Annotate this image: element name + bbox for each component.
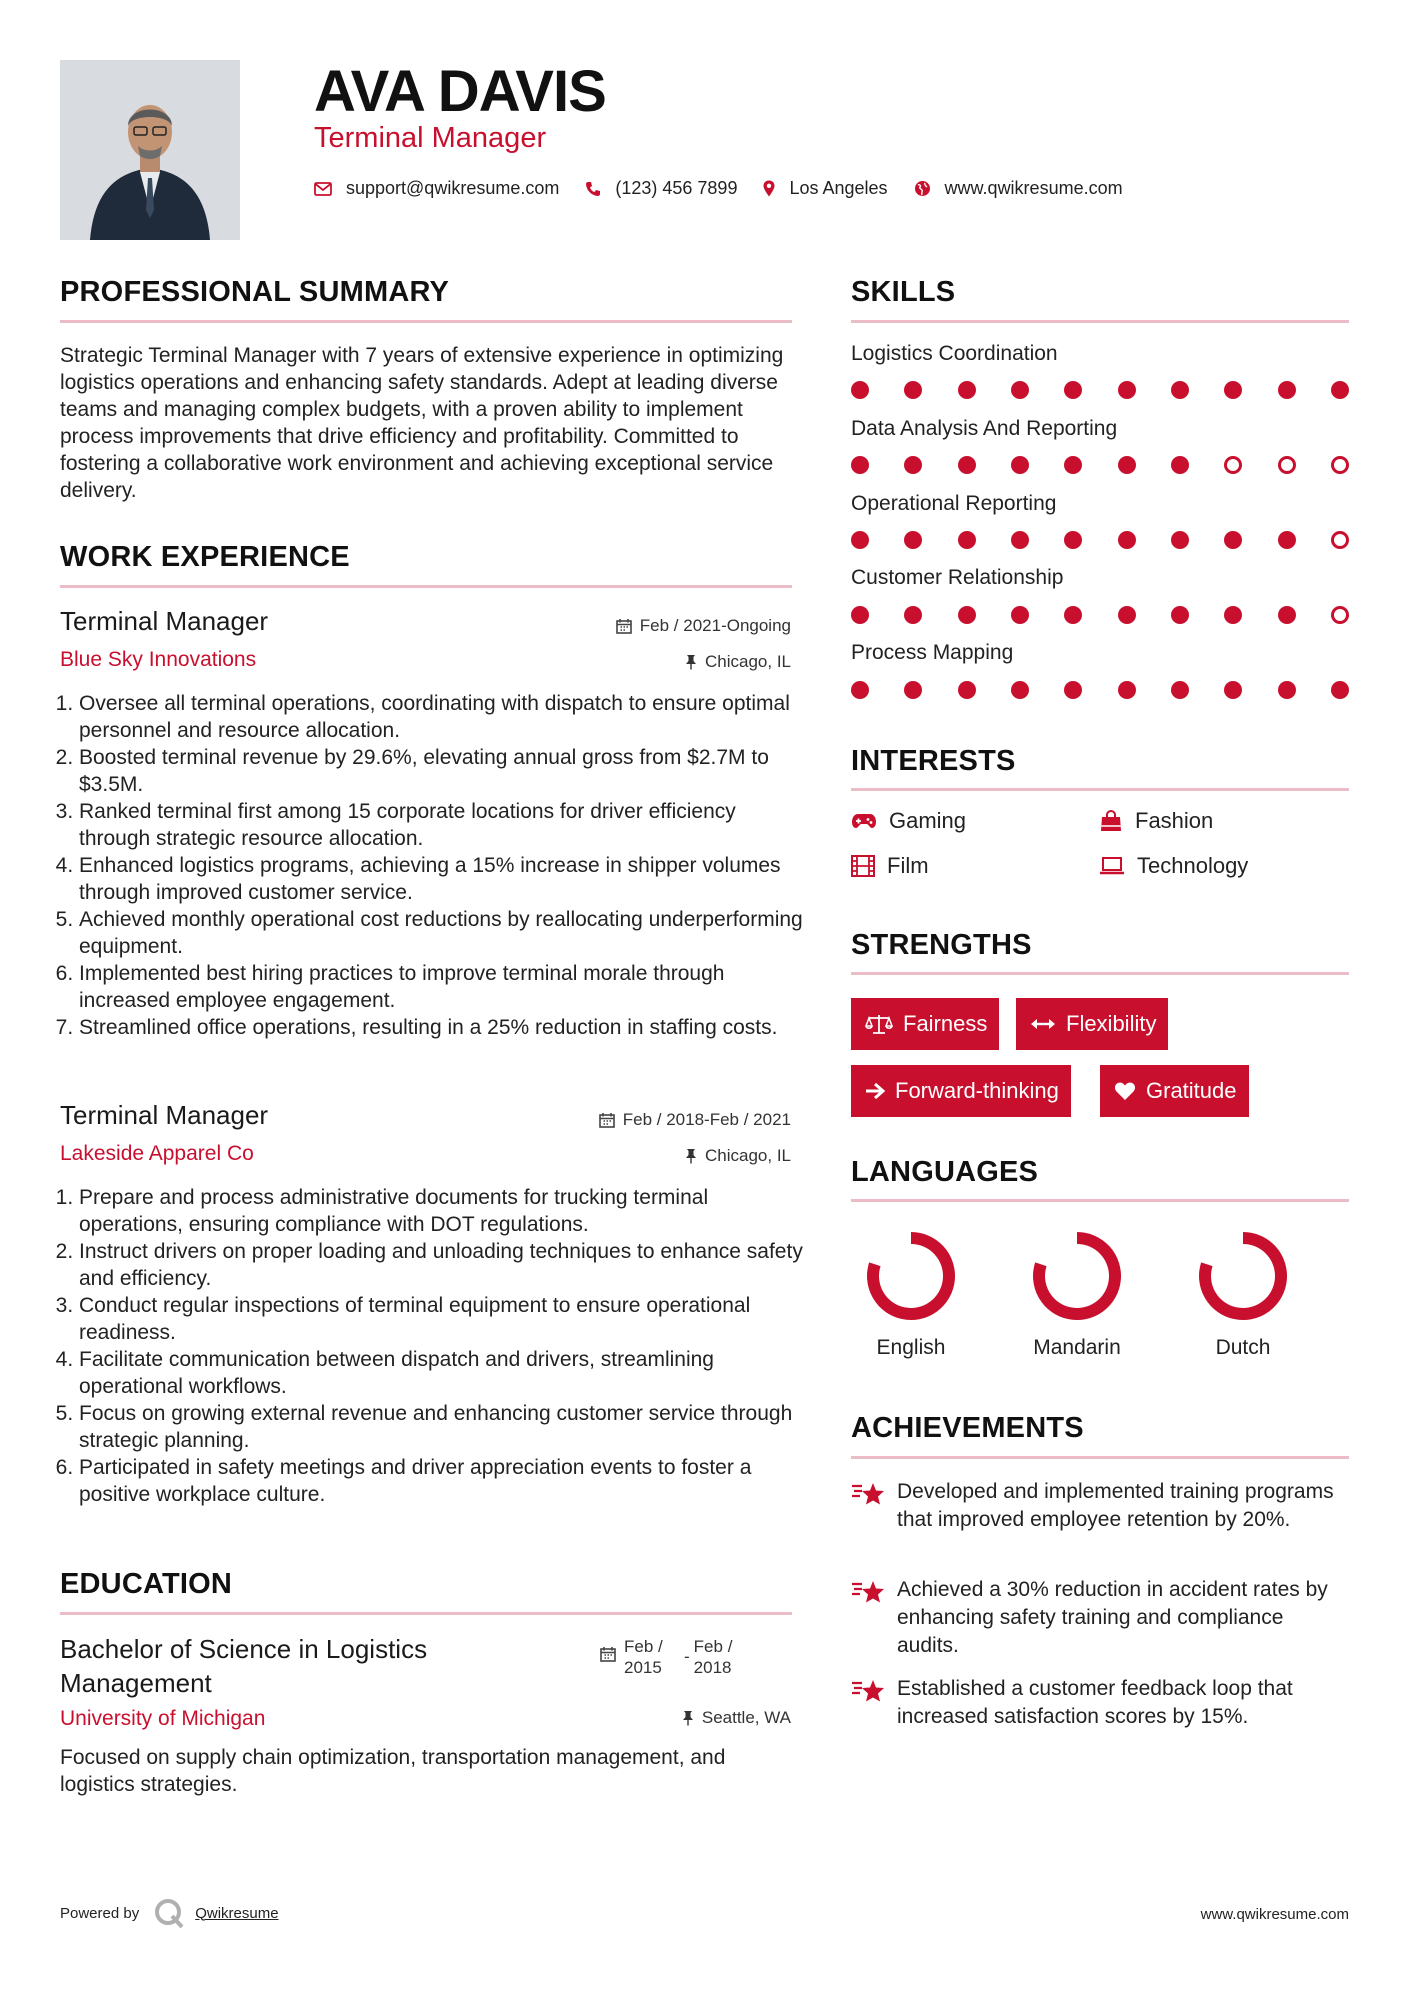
rating-dot-filled xyxy=(851,606,869,624)
rating-dot-filled xyxy=(1331,681,1349,699)
rating-dot-filled xyxy=(1011,681,1029,699)
skills-divider xyxy=(851,320,1349,323)
interest-technology xyxy=(1099,853,1248,879)
rating-dot-filled xyxy=(1278,606,1296,624)
calendar-icon xyxy=(599,1112,615,1128)
list-item: 1. Prepare and process administrative documents for trucking terminal operations, ensuring compliance with DOT regulations. xyxy=(79,1184,811,1238)
rating-dot-filled xyxy=(904,531,922,549)
rating-dot-filled xyxy=(958,681,976,699)
rating-dot-filled xyxy=(1064,381,1082,399)
strength-forward-thinking xyxy=(851,1065,1071,1117)
interests-divider xyxy=(851,788,1349,791)
achievement-1-text: Developed and implemented training programs that improved employee retention by 20%. xyxy=(897,1480,1334,1531)
qwikresume-logo-icon xyxy=(153,1897,185,1929)
languages-divider xyxy=(851,1199,1349,1202)
rating-dot-filled xyxy=(851,456,869,474)
achievements-divider xyxy=(851,1456,1349,1459)
list-item: 2. Boosted terminal revenue by 29.6%, elevating annual gross from $2.7M to $3.5M. xyxy=(79,744,811,798)
strength-forward-thinking-label: Forward-thinking xyxy=(895,1078,1059,1103)
job-1-dates xyxy=(616,616,791,636)
interest-film xyxy=(851,853,929,879)
rating-dot-filled xyxy=(1064,681,1082,699)
rating-dot-filled xyxy=(1011,456,1029,474)
rating-dot-filled xyxy=(904,456,922,474)
education-description: Focused on supply chain optimization, transportation management, and logistics strategies. xyxy=(60,1746,726,1796)
person-photo-icon xyxy=(60,60,240,240)
list-item: 2. Instruct drivers on proper loading and unloading techniques to enhance safety and efficiency. xyxy=(79,1238,811,1292)
rating-dot-filled xyxy=(1064,606,1082,624)
strengths-divider xyxy=(851,972,1349,975)
date-separator: - xyxy=(684,1647,690,1666)
footer-website[interactable]: www.qwikresume.com xyxy=(1200,1906,1349,1923)
list-item: 4. Facilitate communication between dispatch and drivers, streamlining operational workflows. xyxy=(79,1346,811,1400)
language-mandarin-arc xyxy=(1039,1238,1115,1314)
skill-1-name: Logistics Coordination xyxy=(851,342,1058,365)
heart-icon xyxy=(1114,1081,1136,1101)
summary-text: Strategic Terminal Manager with 7 years of extensive experience in optimizing logistics operations and enhancing safety standards. Adept at leading diverse teams and managing complex budgets, with a proven ability to implement process improvements that drive efficiency and profitability. Committed to fostering a collaborative work environment and achieving exceptional service delivery. xyxy=(60,344,784,502)
contact-phone[interactable] xyxy=(585,178,737,199)
pushpin-icon xyxy=(685,654,697,670)
interest-fashion xyxy=(1099,808,1213,834)
job-1-role: Terminal Manager xyxy=(60,606,269,636)
rating-dot-filled xyxy=(1118,681,1136,699)
interests-heading: INTERESTS xyxy=(851,745,1016,777)
arrows-horizontal-icon xyxy=(1030,1017,1056,1031)
rating-dot-filled xyxy=(1011,531,1029,549)
skill-3-name: Operational Reporting xyxy=(851,492,1057,515)
rating-dot-filled xyxy=(1118,606,1136,624)
interest-gaming xyxy=(851,808,966,834)
list-item: 7. Streamlined office operations, resulting in a 25% reduction in staffing costs. xyxy=(79,1014,811,1041)
pushpin-icon xyxy=(682,1710,694,1726)
education-dates xyxy=(600,1636,748,1678)
envelope-icon xyxy=(314,182,332,196)
rating-dot-filled xyxy=(1118,381,1136,399)
rating-dot-filled xyxy=(1278,381,1296,399)
rating-dot-filled xyxy=(958,381,976,399)
language-english xyxy=(846,1226,976,1360)
job-2-dates xyxy=(599,1110,791,1130)
candidate-name: AVA DAVIS xyxy=(314,59,606,124)
strengths-heading: STRENGTHS xyxy=(851,929,1032,961)
rating-dot-empty xyxy=(1224,456,1242,474)
language-mandarin-label: Mandarin xyxy=(1033,1336,1121,1359)
summary-divider xyxy=(60,320,792,323)
list-item: 1. Oversee all terminal operations, coordinating with dispatch to ensure optimal personnel and resource allocation. xyxy=(79,690,811,744)
rating-dot-filled xyxy=(904,681,922,699)
calendar-icon xyxy=(616,618,632,634)
job-2-bullets xyxy=(60,1184,811,1508)
skill-4-rating xyxy=(851,605,1349,625)
strength-flexibility-label: Flexibility xyxy=(1066,1011,1157,1036)
rating-dot-filled xyxy=(851,681,869,699)
experience-divider xyxy=(60,585,792,588)
skill-4-name: Customer Relationship xyxy=(851,566,1064,589)
rating-dot-filled xyxy=(1224,606,1242,624)
rating-dot-filled xyxy=(1064,456,1082,474)
rating-dot-filled xyxy=(1171,681,1189,699)
strength-fairness xyxy=(851,998,999,1050)
skill-5-name: Process Mapping xyxy=(851,641,1014,664)
candidate-title: Terminal Manager xyxy=(314,122,547,154)
calendar-icon xyxy=(600,1646,616,1662)
skill-1-rating xyxy=(851,380,1349,400)
rating-dot-filled xyxy=(1224,681,1242,699)
list-item: 5. Achieved monthly operational cost reductions by reallocating underperforming equipment. xyxy=(79,906,811,960)
language-mandarin xyxy=(1012,1226,1142,1360)
rating-dot-filled xyxy=(1118,456,1136,474)
strength-fairness-label: Fairness xyxy=(903,1011,988,1036)
skill-3-rating xyxy=(851,530,1349,550)
interest-gaming-label: Gaming xyxy=(889,808,967,833)
rating-dot-filled xyxy=(1331,381,1349,399)
rating-dot-filled xyxy=(1171,381,1189,399)
achievement-2-text: Achieved a 30% reduction in accident rates by enhancing safety training and compliance audits. xyxy=(897,1578,1328,1657)
gamepad-icon xyxy=(851,813,877,829)
rating-dot-filled xyxy=(1278,681,1296,699)
education-start: Feb / 2015 xyxy=(624,1637,663,1677)
rating-dot-filled xyxy=(1118,531,1136,549)
education-degree: Bachelor of Science in Logistics Management xyxy=(60,1634,428,1698)
shooting-star-icon xyxy=(851,1480,885,1508)
skill-2-name: Data Analysis And Reporting xyxy=(851,417,1118,440)
globe-icon xyxy=(914,180,931,197)
rating-dot-filled xyxy=(1171,531,1189,549)
rating-dot-filled xyxy=(1171,456,1189,474)
location-text: Los Angeles xyxy=(789,178,888,198)
list-item: 4. Enhanced logistics programs, achieving a 15% increase in shipper volumes through improved customer service. xyxy=(79,852,811,906)
languages-heading: LANGUAGES xyxy=(851,1156,1039,1188)
film-icon xyxy=(851,855,875,877)
language-english-label: English xyxy=(876,1336,946,1359)
contact-email[interactable] xyxy=(314,178,559,199)
language-dutch-gauge xyxy=(1193,1226,1293,1326)
list-item: 3. Ranked terminal first among 15 corporate locations for driver efficiency through strategic resource allocation. xyxy=(79,798,811,852)
achievement-3 xyxy=(851,1675,1351,1731)
list-item: 6. Participated in safety meetings and driver appreciation events to foster a positive workplace culture. xyxy=(79,1454,811,1508)
job-2-location xyxy=(685,1146,791,1166)
language-dutch-arc xyxy=(1205,1238,1281,1314)
job-1-location-text: Chicago, IL xyxy=(705,652,791,671)
education-end: Feb / 2018 xyxy=(693,1637,733,1677)
achievement-3-text: Established a customer feedback loop that increased satisfaction scores by 15%. xyxy=(897,1677,1293,1728)
shopping-bag-icon xyxy=(1099,810,1123,832)
education-location-text: Seattle, WA xyxy=(701,1708,791,1727)
rating-dot-filled xyxy=(1011,606,1029,624)
skills-heading: SKILLS xyxy=(851,276,956,308)
rating-dot-empty xyxy=(1331,456,1349,474)
arrow-right-icon xyxy=(865,1082,885,1100)
rating-dot-empty xyxy=(1331,531,1349,549)
education-school: University of Michigan xyxy=(60,1707,266,1730)
rating-dot-filled xyxy=(1224,531,1242,549)
summary-heading: PROFESSIONAL SUMMARY xyxy=(60,276,450,308)
rating-dot-filled xyxy=(958,456,976,474)
rating-dot-filled xyxy=(1171,606,1189,624)
job-1-location xyxy=(685,652,791,672)
education-location xyxy=(682,1708,791,1728)
interest-film-label: Film xyxy=(887,853,929,878)
rating-dot-filled xyxy=(851,381,869,399)
language-dutch-label: Dutch xyxy=(1215,1336,1271,1359)
skill-2-rating xyxy=(851,455,1349,475)
language-mandarin-gauge xyxy=(1027,1226,1127,1326)
rating-dot-filled xyxy=(1011,381,1029,399)
job-2-role: Terminal Manager xyxy=(60,1100,269,1130)
job-2-dates-text: Feb / 2018-Feb / 2021 xyxy=(622,1110,791,1129)
website-text: www.qwikresume.com xyxy=(944,178,1123,198)
language-dutch xyxy=(1178,1226,1308,1360)
job-1-dates-text: Feb / 2021-Ongoing xyxy=(639,616,791,635)
footer-powered-by xyxy=(60,1897,279,1929)
language-english-gauge xyxy=(861,1226,961,1326)
email-text: support@qwikresume.com xyxy=(346,178,560,198)
strength-gratitude-label: Gratitude xyxy=(1146,1078,1237,1103)
interest-technology-label: Technology xyxy=(1137,853,1249,878)
experience-heading: WORK EXPERIENCE xyxy=(60,541,350,573)
rating-dot-filled xyxy=(1278,531,1296,549)
list-item: 3. Conduct regular inspections of terminal equipment to ensure operational readiness. xyxy=(79,1292,811,1346)
rating-dot-filled xyxy=(1064,531,1082,549)
skill-5-rating xyxy=(851,680,1349,700)
pushpin-icon xyxy=(685,1148,697,1164)
job-2-location-text: Chicago, IL xyxy=(705,1146,791,1165)
strength-flexibility xyxy=(1016,998,1168,1050)
list-item: 5. Focus on growing external revenue and enhancing customer service through strategic planning. xyxy=(79,1400,811,1454)
profile-photo xyxy=(60,60,240,240)
rating-dot-filled xyxy=(958,606,976,624)
laptop-icon xyxy=(1099,856,1125,876)
language-english-arc xyxy=(873,1238,949,1314)
rating-dot-empty xyxy=(1278,456,1296,474)
strength-gratitude xyxy=(1100,1065,1249,1117)
powered-by-text: Powered by xyxy=(60,1904,140,1922)
contact-row xyxy=(314,178,1149,199)
shooting-star-icon xyxy=(851,1677,885,1705)
rating-dot-filled xyxy=(904,606,922,624)
education-heading: EDUCATION xyxy=(60,1568,233,1600)
phone-icon xyxy=(585,181,601,197)
balance-scale-icon xyxy=(865,1013,893,1035)
rating-dot-empty xyxy=(1331,606,1349,624)
shooting-star-icon xyxy=(851,1578,885,1606)
education-divider xyxy=(60,1612,792,1615)
job-1-company: Blue Sky Innovations xyxy=(60,648,257,671)
achievement-1 xyxy=(851,1478,1351,1534)
job-1-bullets xyxy=(60,690,811,1041)
job-2-company: Lakeside Apparel Co xyxy=(60,1142,254,1165)
achievements-heading: ACHIEVEMENTS xyxy=(851,1412,1084,1444)
phone-text: (123) 456 7899 xyxy=(615,178,738,198)
contact-location xyxy=(763,178,887,199)
rating-dot-filled xyxy=(851,531,869,549)
interest-fashion-label: Fashion xyxy=(1135,808,1214,833)
contact-website[interactable] xyxy=(914,178,1123,199)
map-pin-icon xyxy=(763,180,775,197)
rating-dot-filled xyxy=(958,531,976,549)
achievement-2 xyxy=(851,1576,1351,1660)
rating-dot-filled xyxy=(904,381,922,399)
qwikresume-link[interactable]: Qwikresume xyxy=(195,1904,279,1922)
list-item: 6. Implemented best hiring practices to improve terminal morale through increased employee engagement. xyxy=(79,960,811,1014)
rating-dot-filled xyxy=(1224,381,1242,399)
